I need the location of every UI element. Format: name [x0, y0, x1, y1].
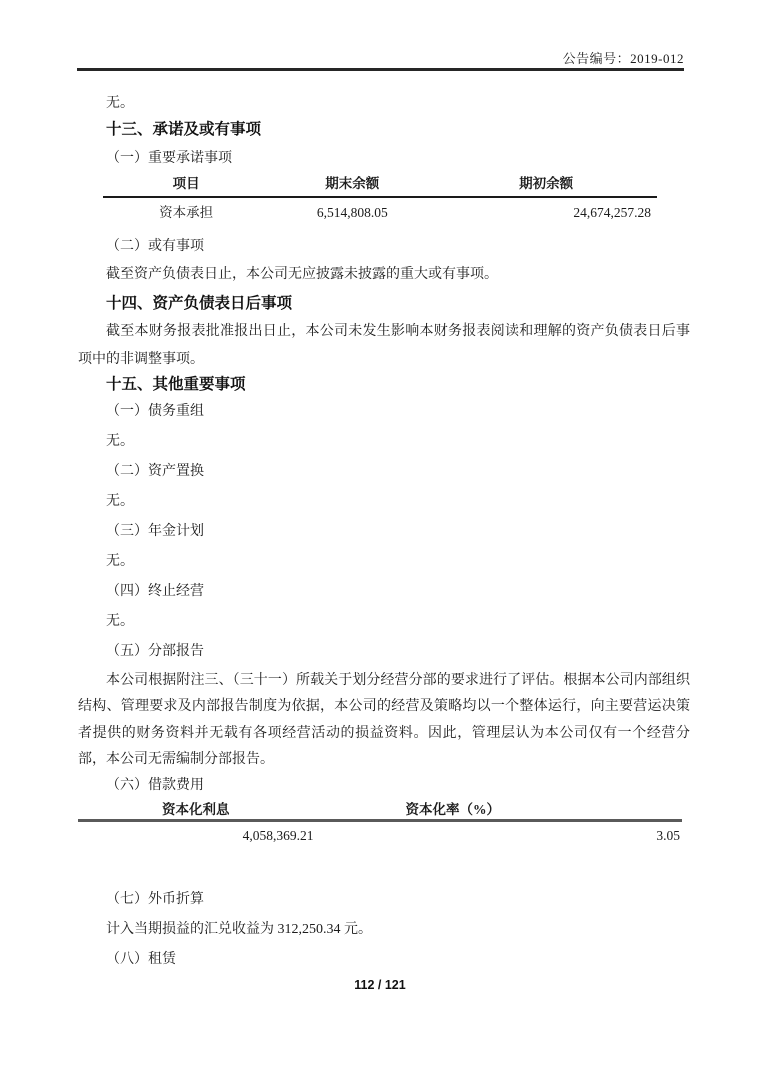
- commitments-table: [103, 173, 657, 228]
- subsection-13-2-label: （二）或有事项: [106, 239, 204, 254]
- subsection-15-1-text: 无。: [106, 434, 134, 449]
- subsection-15-5-text: 本公司根据附注三、（三十一）所载关于划分经营分部的要求进行了评估。根据本公司内部组织结构、管理要求及内部报告制度为依据，本公司的经营及策略均以一个整体运行，向主要营运决策者提供的财务资料并无载有各项经营活动的损益资料。因此，管理层认为本公司仅有一个经营分部，本公司无需编制分部报告。: [78, 673, 690, 767]
- subsection-15-4-text: 无。: [106, 614, 134, 629]
- section-13-title: 十三、承诺及或有事项: [106, 121, 262, 138]
- header-note: 公告编号：2019-012: [562, 51, 684, 66]
- borrowing-header-capitalized-interest: 资本化利息: [162, 802, 230, 817]
- subsection-15-8-label: （八）租赁: [106, 952, 176, 967]
- borrowing-cell-capitalization-rate: 3.05: [656, 828, 680, 843]
- section-15-title: 十五、其他重要事项: [106, 376, 246, 393]
- subsection-15-1-label: （一）债务重组: [106, 404, 204, 419]
- subsection-15-3-label: （三）年金计划: [106, 524, 204, 539]
- commitments-cell-closing-balance: 6,514,808.05: [316, 205, 388, 220]
- commitments-table-header-row: [103, 173, 657, 198]
- commitments-cell-item: 资本承担: [159, 205, 214, 220]
- borrowing-costs-header-row: [78, 800, 682, 822]
- subsection-15-7-text: 计入当期损益的汇兑收益为 312,250.34 元。: [106, 922, 372, 937]
- section-14-title: 十四、资产负债表日后事项: [106, 295, 293, 312]
- subsection-15-6-label: （六）借款费用: [106, 778, 204, 793]
- subsection-15-3-text: 无。: [106, 554, 134, 569]
- subsection-15-2-text: 无。: [106, 494, 134, 509]
- subsection-15-2-label: （二）资产置换: [106, 464, 204, 479]
- borrowing-header-capitalization-rate: 资本化率（%）: [405, 802, 501, 817]
- borrowing-costs-data-row: [78, 822, 682, 850]
- commitments-table-data-row: [103, 198, 657, 228]
- footer-page-number: 112 / 121: [354, 978, 406, 992]
- subsection-15-4-label: （四）终止经营: [106, 584, 204, 599]
- subsection-15-5-label: （五）分部报告: [106, 644, 204, 659]
- section-14-text: 截至本财务报表批准报出日止，本公司未发生影响本财务报表阅读和理解的资产负债表日后事项中的非调整事项。: [78, 324, 690, 367]
- commitments-header-item: 项目: [172, 176, 200, 191]
- borrowing-cell-capitalized-interest: 4,058,369.21: [242, 828, 314, 843]
- subsection-15-7-label: （七）外币折算: [106, 892, 204, 907]
- subsection-13-1-label: （一）重要承诺事项: [106, 151, 232, 166]
- commitments-cell-opening-balance: 24,674,257.28: [573, 205, 651, 220]
- commitments-header-closing-balance: 期末余额: [325, 176, 380, 191]
- borrowing-costs-table: [78, 800, 682, 850]
- header-rule: [77, 68, 684, 71]
- commitments-header-opening-balance: 期初余额: [519, 176, 574, 191]
- subsection-13-2-text: 截至资产负债表日止，本公司无应披露未披露的重大或有事项。: [106, 267, 498, 282]
- paragraph-none-top: 无。: [106, 96, 134, 111]
